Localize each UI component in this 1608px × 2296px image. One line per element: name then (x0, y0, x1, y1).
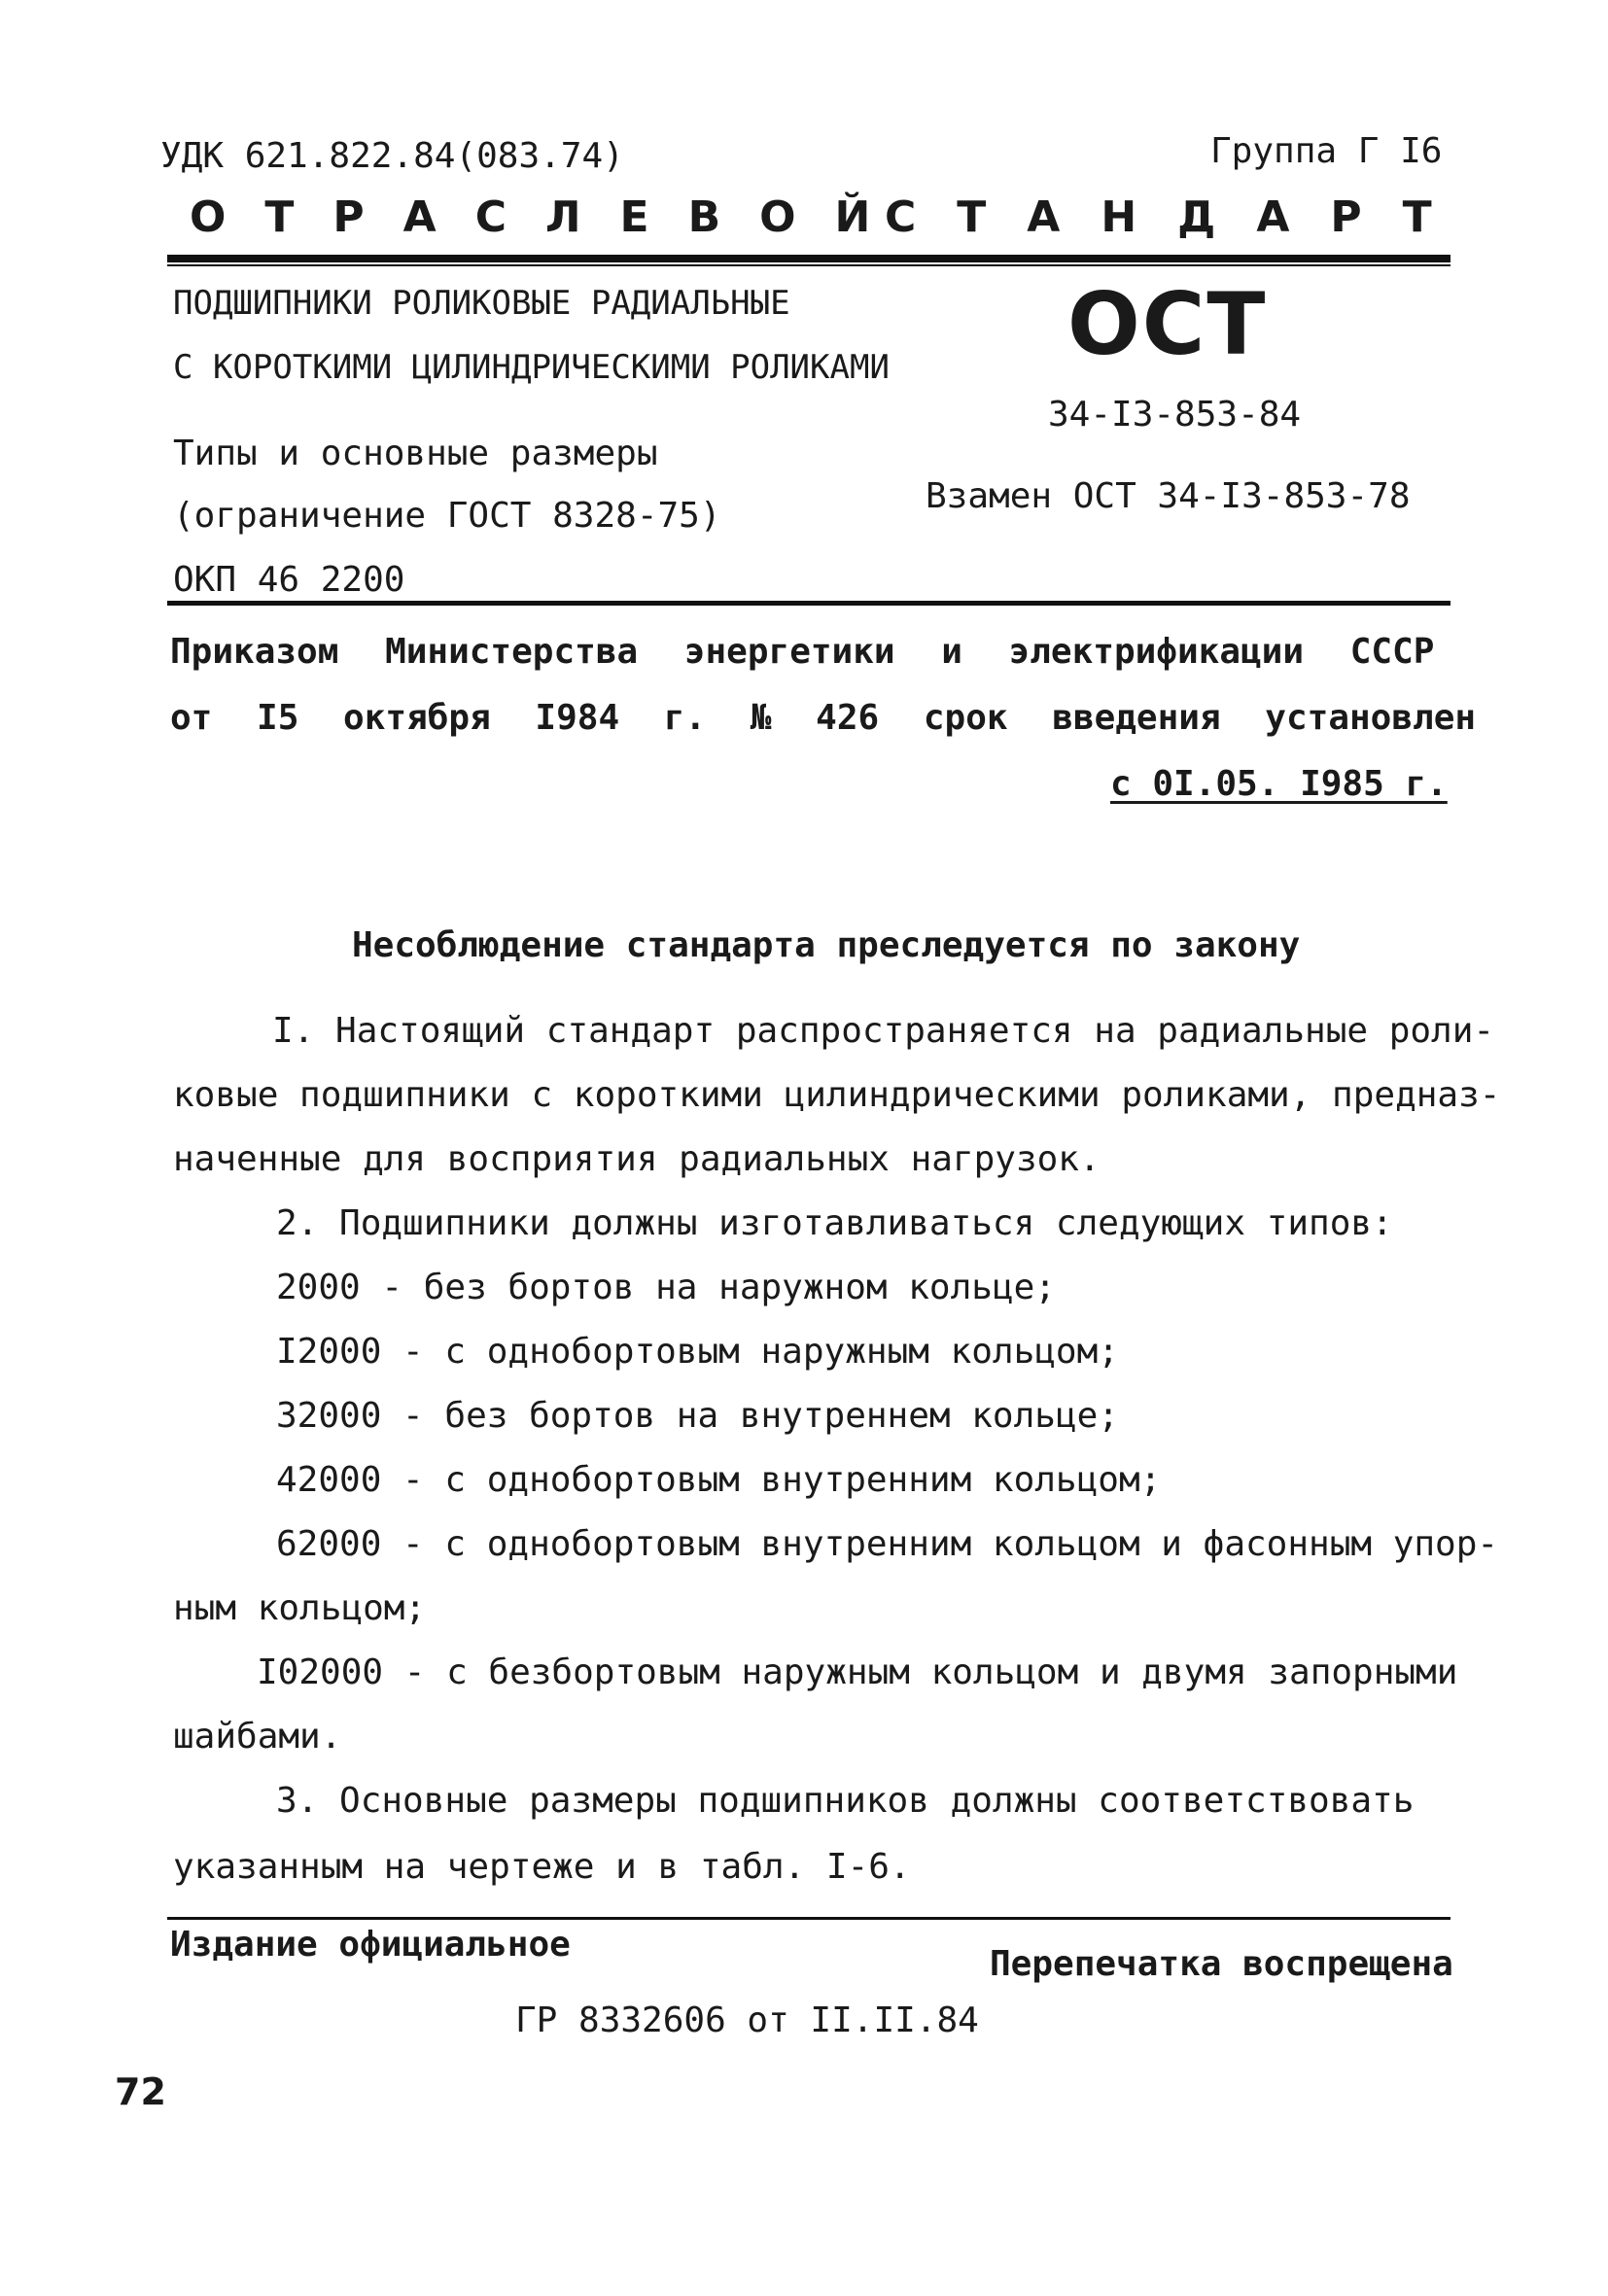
clause-2: 2. Подшипники должны изготавливаться следующих типов: (276, 1203, 1393, 1243)
header-rule-thick (167, 255, 1451, 262)
reprint-prohibited: Перепечатка воспрещена (990, 1944, 1453, 1984)
type-102000-line-2: шайбами. (173, 1717, 342, 1757)
udk-code: УДК 621.822.84(083.74) (160, 136, 624, 176)
type-42000: 42000 - с однобортовым внутренним кольцом; (276, 1460, 1162, 1500)
page-number: 72 (115, 2070, 166, 2113)
clause-1-line-2: ковые подшипники с короткими цилиндрическими роликами, предназ- (173, 1075, 1501, 1115)
subtitle-line-1: Типы и основные размеры (173, 434, 658, 473)
clause-3-line-2: указанным на чертеже и в табл. I-6. (173, 1847, 911, 1887)
group-code: Группа Г I6 (1210, 131, 1443, 171)
effective-date: с 0I.05. I985 г. (1110, 764, 1448, 804)
subtitle-line-2: (ограничение ГОСТ 8328-75) (173, 496, 721, 536)
order-line-1: Приказом Министерства энергетики и электрификации СССР (170, 632, 1435, 672)
clause-1-line-1: I. Настоящий стандарт распространяется на радиальные роли- (272, 1011, 1495, 1051)
type-32000: 32000 - без бортов на внутреннем кольце; (276, 1396, 1119, 1436)
type-102000-line-1: I02000 - с безбортовым наружным кольцом и двумя запорными (257, 1652, 1458, 1692)
banner-right: СТАНДАРТ (885, 192, 1473, 242)
clause-1-line-3: наченные для восприятия радиальных нагрузок. (173, 1139, 1101, 1179)
clause-3-line-1: 3. Основные размеры подшипников должны соответствовать (276, 1781, 1415, 1821)
type-62000-line-1: 62000 - с однобортовым внутренним кольцом и фасонным упор- (276, 1524, 1499, 1564)
replaces-standard: Взамен ОСТ 34-I3-853-78 (926, 476, 1411, 516)
type-62000-line-2: ным кольцом; (173, 1588, 427, 1628)
legal-warning: Несоблюдение стандарта преследуется по закону (352, 925, 1301, 965)
official-edition: Издание официальное (170, 1925, 571, 1965)
title-rule (167, 601, 1451, 606)
header-rule-thin (167, 264, 1451, 266)
footer-rule (167, 1917, 1451, 1920)
title-line-2: С КОРОТКИМИ ЦИЛИНДРИЧЕСКИМИ РОЛИКАМИ (173, 348, 890, 387)
ost-mark: ОСТ (1067, 274, 1268, 374)
registration-number: ГР 8332606 от II.II.84 (515, 2000, 979, 2040)
standard-number: 34-I3-853-84 (1048, 395, 1302, 435)
okp-code: ОКП 46 2200 (173, 560, 405, 600)
type-12000: I2000 - с однобортовым наружным кольцом; (276, 1332, 1119, 1372)
order-line-2: от I5 октября I984 г. № 426 срок введения установлен (170, 698, 1477, 738)
type-2000: 2000 - без бортов на наружном кольце; (276, 1268, 1056, 1307)
banner-left: ОТРАСЛЕВОЙ (190, 192, 910, 242)
title-line-1: ПОДШИПНИКИ РОЛИКОВЫЕ РАДИАЛЬНЫЕ (173, 284, 790, 323)
